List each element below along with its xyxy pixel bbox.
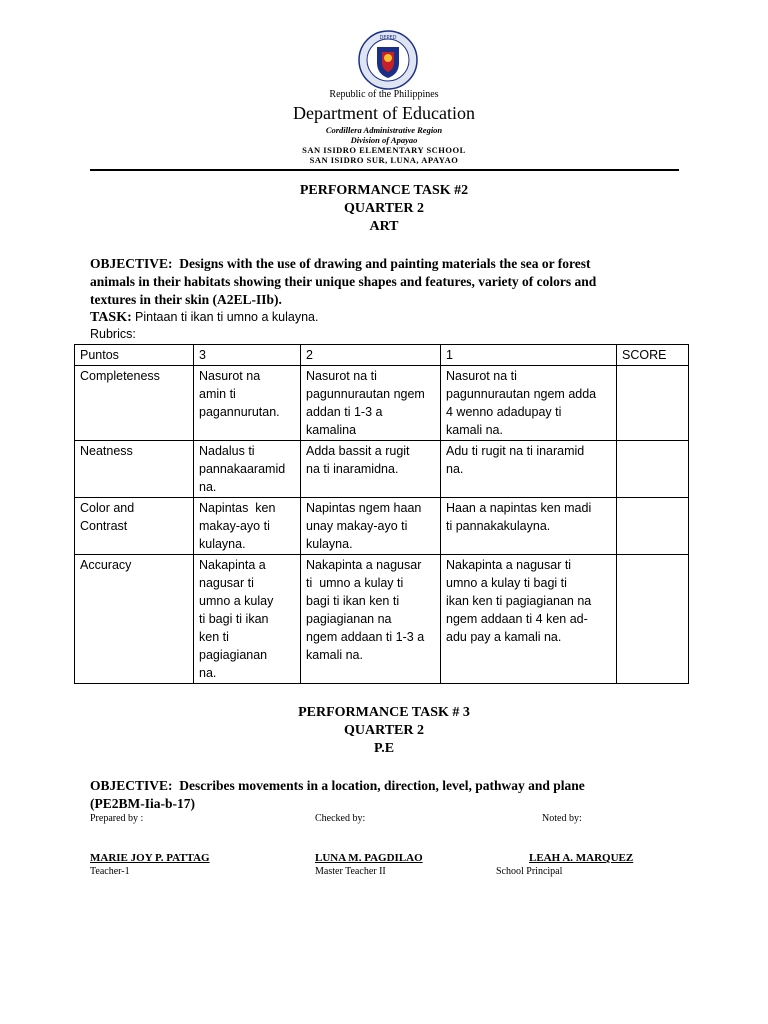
cell-line: Neatness [80, 444, 133, 458]
cell-line: ngem addaan ti 1-3 a [306, 630, 425, 644]
task3-title: PERFORMANCE TASK # 3 [298, 705, 470, 720]
cell-line: pagannurutan. [199, 405, 280, 419]
level-3-cell [194, 366, 301, 441]
cell-line: pannakaaramid [199, 462, 286, 476]
school-address: SAN ISIDRO SUR, LUNA, APAYAO [309, 155, 459, 165]
cell-line: Color and [80, 501, 135, 515]
level-2-cell [301, 441, 441, 498]
task-line [90, 309, 318, 326]
cell-line: Nasurot na ti [306, 369, 377, 383]
objective-line [90, 255, 670, 273]
objective-text: Designs with the use of drawing and painting materials the sea or forest [179, 256, 591, 271]
checked-by-name: LUNA M. PAGDILAO [315, 852, 423, 864]
task2-title: PERFORMANCE TASK #2 [299, 183, 469, 198]
level-3-cell [194, 555, 301, 684]
criterion-cell [75, 498, 194, 555]
cell-line: pagunnurautan ngem [306, 387, 425, 401]
cell-line: Nadalus ti [199, 444, 255, 458]
cell-line: Napintas ngem haan [306, 501, 422, 515]
noted-by-name: LEAH A. MARQUEZ [529, 852, 634, 864]
cell-line: Completeness [80, 369, 160, 383]
score-cell [617, 441, 689, 498]
checked-by-label: Checked by: [315, 813, 366, 824]
cell-line: ikan ken ti pagiagianan na [446, 594, 592, 608]
cell-line: na. [446, 462, 464, 476]
cell-line: na. [199, 666, 217, 680]
cell-line: addan ti 1-3 a [306, 405, 383, 419]
cell-line: Napintas ken [199, 501, 276, 515]
rubric-table [74, 344, 689, 684]
cell-line: Nakapinta a nagusar ti [446, 558, 572, 572]
cell-line: kamalina [306, 423, 357, 437]
score-cell [617, 498, 689, 555]
cell-line: Nasurot na ti [446, 369, 517, 383]
cell-line: pagiagianan na [306, 612, 392, 626]
cell-line: na ti inaramidna. [306, 462, 399, 476]
header-divider [90, 169, 679, 171]
region-line: Cordillera Administrative Region [325, 125, 443, 135]
task-text: Pintaan ti ikan ti umno a kulayna. [135, 310, 319, 324]
prepared-by-title: Teacher-1 [90, 866, 130, 877]
header-cell: SCORE [617, 345, 689, 366]
table-header-row [75, 345, 689, 366]
header-cell: 2 [301, 345, 441, 366]
header-cell: 3 [194, 345, 301, 366]
cell-line: adu pay a kamali na. [446, 630, 562, 644]
objective-label: OBJECTIVE: [90, 256, 173, 271]
cell-line: ngem addaan ti 4 ken ad- [446, 612, 588, 626]
objective-line: (PE2BM-Iia-b-17) [90, 796, 195, 811]
cell-line: kamali na. [306, 648, 363, 662]
score-cell [617, 555, 689, 684]
task3-subject: P.E [373, 741, 395, 756]
table-row [75, 441, 689, 498]
school-name: SAN ISIDRO ELEMENTARY SCHOOL [302, 145, 466, 155]
cell-line: ti pannakakulayna. [446, 519, 551, 533]
prepared-by-name: MARIE JOY P. PATTAG [90, 852, 210, 864]
cell-line: ti bagi ti ikan [199, 612, 269, 626]
cell-line: kamali na. [446, 423, 503, 437]
cell-line: ti umno a kulay ti [306, 576, 404, 590]
republic-line: Republic of the Philippines [329, 89, 439, 100]
level-3-cell [194, 498, 301, 555]
task2-quarter: QUARTER 2 [343, 201, 424, 216]
cell-line: Nasurot na [199, 369, 261, 383]
cell-line: Adda bassit a rugit [306, 444, 410, 458]
task2-subject: ART [369, 219, 399, 234]
table-row [75, 366, 689, 441]
deped-seal-icon [358, 30, 418, 90]
noted-by-label: Noted by: [542, 813, 582, 824]
cell-line: umno a kulay ti bagi ti [446, 576, 567, 590]
cell-line: 4 wenno adadupay ti [446, 405, 562, 419]
task-label: TASK: [90, 310, 132, 325]
cell-line: Nakapinta a [199, 558, 266, 572]
criterion-cell [75, 555, 194, 684]
cell-line: Nakapinta a nagusar [306, 558, 422, 572]
objective-text: Describes movements in a location, direction, level, pathway and plane [179, 778, 585, 793]
cell-line: kulayna. [199, 537, 246, 551]
table-row [75, 555, 689, 684]
table-row [75, 498, 689, 555]
level-2-cell [301, 555, 441, 684]
level-2-cell [301, 366, 441, 441]
cell-line: kulayna. [306, 537, 353, 551]
objective-line: animals in their habitats showing their unique shapes and features, variety of colors and [90, 274, 597, 289]
cell-line: pagiagianan [199, 648, 268, 662]
score-cell [617, 366, 689, 441]
task3-objective [90, 777, 670, 813]
cell-line: Contrast [80, 519, 128, 533]
level-1-cell [441, 498, 617, 555]
cell-line: Adu ti rugit na ti inaramid [446, 444, 585, 458]
objective-line [90, 777, 670, 795]
cell-line: nagusar ti [199, 576, 254, 590]
header-cell: 1 [441, 345, 617, 366]
level-2-cell [301, 498, 441, 555]
cell-line: pagunnurautan ngem adda [446, 387, 597, 401]
prepared-by-label: Prepared by : [90, 813, 144, 824]
cell-line: unay makay-ayo ti [306, 519, 408, 533]
objective-label: OBJECTIVE: [90, 778, 173, 793]
criterion-cell [75, 441, 194, 498]
task2-objective [90, 255, 670, 309]
department-name: Department of Education [293, 103, 475, 123]
cell-line: umno a kulay [199, 594, 274, 608]
level-1-cell [441, 441, 617, 498]
level-1-cell [441, 366, 617, 441]
cell-line: Haan a napintas ken madi [446, 501, 592, 515]
noted-by-title: School Principal [496, 866, 563, 877]
rubrics-label: Rubrics: [90, 327, 136, 341]
cell-line: ken ti [199, 630, 229, 644]
checked-by-title: Master Teacher II [315, 866, 386, 877]
division-line: Division of Apayao [350, 135, 418, 145]
cell-line: na. [199, 480, 217, 494]
task3-quarter: QUARTER 2 [343, 723, 424, 738]
level-1-cell [441, 555, 617, 684]
svg-text:DEPED: DEPED [379, 35, 397, 41]
header-cell: Puntos [75, 345, 194, 366]
cell-line: amin ti [199, 387, 236, 401]
objective-line: textures in their skin (A2EL-IIb). [90, 292, 282, 307]
cell-line: bagi ti ikan ken ti [306, 594, 400, 608]
cell-line: makay-ayo ti [199, 519, 270, 533]
cell-line: Accuracy [80, 558, 132, 572]
level-3-cell [194, 441, 301, 498]
criterion-cell [75, 366, 194, 441]
